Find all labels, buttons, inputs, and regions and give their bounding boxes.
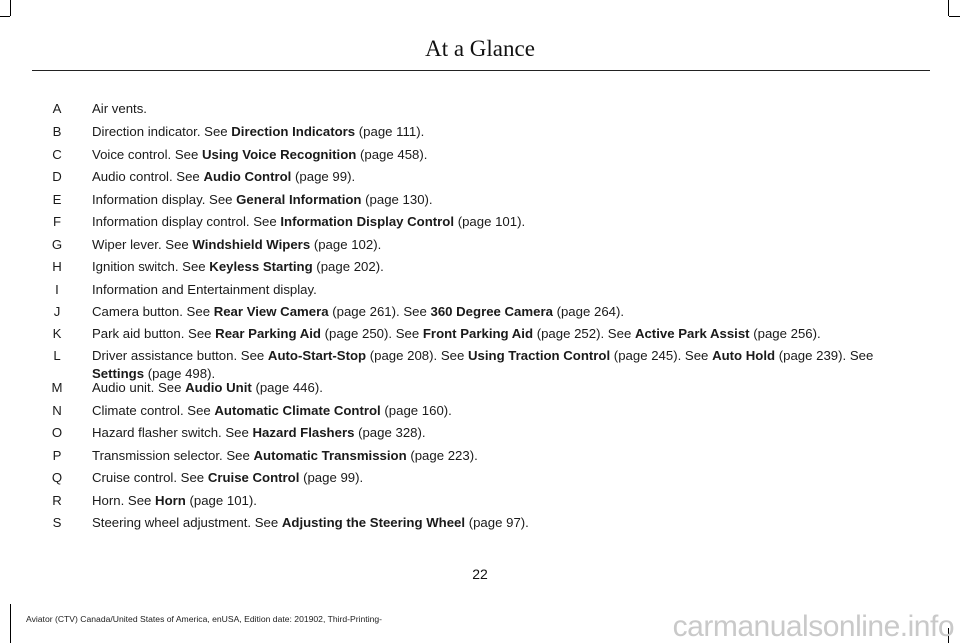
entry-text: (page 223).	[406, 448, 478, 463]
entry-text: Information and Entertainment display.	[92, 282, 317, 297]
crop-mark-top-left-h	[0, 16, 10, 17]
entry-description	[92, 325, 892, 343]
page-number: 22	[472, 566, 488, 582]
entry-text: (page 264).	[552, 304, 625, 319]
entry-text: Information display. See	[92, 192, 237, 207]
entry-text: Park aid button. See	[92, 326, 216, 341]
entry-description	[92, 447, 892, 465]
cross-reference-link[interactable]: Hazard Flashers	[252, 425, 355, 440]
entry-text: Climate control. See	[92, 403, 215, 418]
entry-description	[92, 303, 892, 321]
entry-letter: K	[52, 326, 62, 341]
watermark: carmanualsonline.info	[672, 610, 954, 643]
entry-text: Wiper lever. See	[92, 237, 193, 252]
entry-letter: I	[55, 282, 59, 297]
edition-footer: Aviator (CTV) Canada/United States of America, enUSA, Edition date: 201902, Third-Printing-	[26, 614, 383, 624]
entry-text: (page 99).	[299, 470, 364, 485]
entry-letter: S	[52, 515, 62, 530]
entry-description	[92, 168, 892, 186]
entry-text: Cruise control. See	[92, 470, 208, 485]
entry-text: (page 239). See	[775, 348, 874, 363]
cross-reference-link[interactable]: Automatic Transmission	[253, 448, 407, 463]
cross-reference-link[interactable]: Windshield Wipers	[192, 237, 311, 252]
entry-letter: O	[51, 425, 63, 440]
entry-description	[92, 402, 892, 420]
entry-description	[92, 514, 892, 532]
entry-text: (page 498).	[144, 366, 216, 381]
cross-reference-link[interactable]: Active Park Assist	[634, 326, 750, 341]
entry-text: (page 102).	[310, 237, 382, 252]
entry-letter: B	[52, 124, 62, 139]
entry-text: Information display control. See	[92, 214, 281, 229]
entry-text: (page 261). See	[328, 304, 431, 319]
entry-text: Horn. See	[92, 493, 156, 508]
entry-letter: M	[51, 380, 63, 395]
entry-letter: N	[52, 403, 62, 418]
cross-reference-link[interactable]: Cruise Control	[207, 470, 300, 485]
entry-text: Camera button. See	[92, 304, 214, 319]
cross-reference-link[interactable]: Keyless Starting	[209, 259, 313, 274]
cross-reference-link[interactable]: Adjusting the Steering Wheel	[281, 515, 466, 530]
cross-reference-link[interactable]: Front Parking Aid	[422, 326, 534, 341]
entry-text: Direction indicator. See	[92, 124, 232, 139]
entry-text: Voice control. See	[92, 147, 202, 162]
cross-reference-link[interactable]: Using Traction Control	[468, 348, 611, 363]
entry-description	[92, 469, 892, 487]
entry-letter: Q	[51, 470, 63, 485]
entry-text: (page 160).	[380, 403, 452, 418]
entry-text: (page 99).	[291, 169, 356, 184]
header-rule	[32, 70, 930, 71]
entry-letter: F	[52, 214, 62, 229]
entry-text: (page 446).	[251, 380, 323, 395]
entry-description	[92, 281, 892, 299]
cross-reference-link[interactable]: Rear View Camera	[213, 304, 329, 319]
cross-reference-link[interactable]: Audio Unit	[185, 380, 252, 395]
cross-reference-link[interactable]: Information Display Control	[280, 214, 455, 229]
crop-mark-top-right	[948, 0, 949, 16]
entry-text: (page 328).	[354, 425, 426, 440]
entry-letter: J	[53, 304, 61, 319]
entry-text: (page 208). See	[366, 348, 468, 363]
entry-text: Driver assistance button. See	[92, 348, 268, 363]
cross-reference-link[interactable]: 360 Degree Camera	[430, 304, 553, 319]
entry-letter: H	[52, 259, 62, 274]
cross-reference-link[interactable]: Settings	[92, 366, 145, 381]
entry-text: (page 252). See	[533, 326, 635, 341]
entry-description	[92, 347, 892, 383]
entry-text: (page 256).	[749, 326, 821, 341]
crop-mark-bottom-left	[10, 604, 11, 643]
entry-text: (page 101).	[454, 214, 526, 229]
entry-letter: G	[51, 237, 63, 252]
entry-description	[92, 236, 892, 254]
entry-letter: P	[52, 448, 62, 463]
entry-description	[92, 146, 892, 164]
entry-text: Transmission selector. See	[92, 448, 254, 463]
entry-text: Audio control. See	[92, 169, 204, 184]
entry-text: Hazard flasher switch. See	[92, 425, 253, 440]
page-title: At a Glance	[425, 36, 535, 61]
entry-text: (page 250). See	[320, 326, 423, 341]
entry-description	[92, 123, 892, 141]
entry-description	[92, 258, 892, 276]
cross-reference-link[interactable]: Using Voice Recognition	[201, 147, 357, 162]
cross-reference-link[interactable]: Auto-Start-Stop	[267, 348, 367, 363]
entry-text: (page 97).	[465, 515, 529, 530]
entry-description	[92, 492, 892, 510]
entry-letter: E	[52, 192, 62, 207]
entry-letter: L	[53, 348, 61, 363]
cross-reference-link[interactable]: General Information	[236, 192, 362, 207]
entry-description	[92, 424, 892, 442]
entry-text: (page 111).	[355, 124, 425, 139]
entry-text: (page 458).	[356, 147, 428, 162]
cross-reference-link[interactable]: Direction Indicators	[231, 124, 356, 139]
entry-description	[92, 379, 892, 397]
entry-letter: C	[52, 147, 62, 162]
entry-letter: A	[52, 101, 62, 116]
entry-text: Air vents.	[92, 101, 147, 116]
entry-text: (page 202).	[312, 259, 384, 274]
cross-reference-link[interactable]: Audio Control	[203, 169, 292, 184]
entry-text: (page 245). See	[610, 348, 713, 363]
entry-text: (page 101).	[185, 493, 257, 508]
entry-description	[92, 213, 892, 231]
crop-mark-top-right-h	[949, 16, 960, 17]
entry-letter: R	[52, 493, 62, 508]
entry-letter: D	[52, 169, 62, 184]
entry-description	[92, 100, 892, 118]
entry-text: Ignition switch. See	[92, 259, 210, 274]
crop-mark-top-left	[10, 0, 11, 16]
cross-reference-link[interactable]: Auto Hold	[712, 348, 776, 363]
cross-reference-link[interactable]: Rear Parking Aid	[215, 326, 321, 341]
entry-description	[92, 191, 892, 209]
cross-reference-link[interactable]: Horn	[155, 493, 186, 508]
cross-reference-link[interactable]: Automatic Climate Control	[214, 403, 381, 418]
entry-text: Audio unit. See	[92, 380, 186, 395]
entry-text: (page 130).	[361, 192, 433, 207]
entry-text: Steering wheel adjustment. See	[92, 515, 282, 530]
